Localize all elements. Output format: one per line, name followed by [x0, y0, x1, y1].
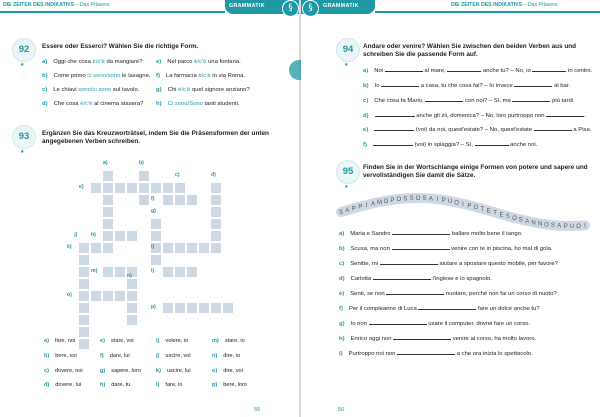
ex93-answer: f) dare, lui — [100, 353, 130, 359]
crossword-clue-label: i) — [151, 244, 155, 250]
ex95-item-f: f) Per il compleanno di Luca fare un dolce anche tu? — [339, 306, 540, 312]
crossword-cell[interactable] — [186, 194, 198, 206]
crossword-cell[interactable] — [78, 266, 90, 278]
crossword-clue-label: f) — [151, 196, 155, 202]
snake-letter: O — [415, 196, 421, 202]
snake-letter: I — [584, 223, 586, 230]
ex93-answer: d) dovere, lui — [44, 382, 82, 388]
star-icon: ★ — [344, 184, 349, 190]
crossword-cell[interactable] — [210, 230, 222, 242]
ex93-answer: k) uscire, lui — [156, 368, 191, 374]
snake-letter: O — [544, 222, 549, 229]
paragraph-icon-left: § — [282, 0, 299, 17]
crossword-clue-label: j) — [74, 232, 78, 238]
crossword-clue-label: c) — [175, 172, 180, 178]
snake-letter: O — [576, 223, 581, 230]
crossword-cell[interactable] — [78, 290, 90, 302]
crossword-cell[interactable] — [210, 218, 222, 230]
word-snake — [301, 0, 600, 240]
crossword-cell[interactable] — [78, 278, 90, 290]
crossword-cell[interactable] — [174, 302, 186, 314]
ex95-item-g: g) Io non usare il computer, dovrei fare un corso. — [339, 321, 531, 327]
snake-letter: O — [396, 197, 402, 203]
crossword-clue-label: o) — [67, 292, 72, 298]
crossword-cell[interactable] — [114, 230, 126, 242]
snake-letter: P — [441, 198, 446, 204]
crossword-cell[interactable] — [126, 278, 138, 290]
crossword-cell[interactable] — [162, 242, 174, 254]
ex93-answer: e) stare, voi — [100, 338, 134, 344]
right-page — [301, 0, 600, 417]
ex94-item-b: b) Io a casa, tu che cosa fai? – Io invece al bar. — [363, 83, 571, 89]
snake-letter: A — [428, 196, 433, 203]
ex95-item-a: a) Maria e Sandro ballare molto bene il tango. — [339, 231, 523, 237]
snake-letter: S — [338, 210, 344, 216]
snake-letter: S — [518, 217, 523, 224]
snake-letter: U — [448, 199, 453, 206]
page-number-right: 56 — [338, 407, 345, 413]
snake-letter: O — [383, 198, 389, 205]
snake-letter: S — [550, 223, 555, 230]
snake-letter: A — [345, 208, 350, 215]
ex93-answer: b) bere, voi — [44, 353, 77, 359]
crossword-cell[interactable] — [186, 302, 198, 314]
ex92-item-f: f) La farmacia è/c'è in via Roma. — [156, 73, 245, 79]
exercise-number-94: 94 — [336, 38, 360, 62]
ex95-item-b: b) Scusa, ma non venire con te in piscina, ho mal di gola. — [339, 246, 553, 252]
ex93-answer: j) uscire, voi — [156, 353, 191, 359]
crossword-cell[interactable] — [102, 266, 114, 278]
snake-letter: E — [499, 212, 504, 219]
ex95-item-h: h) Enrico oggi non venire al corso, ha molto lavoro. — [339, 336, 537, 342]
crossword-cell[interactable] — [102, 242, 114, 254]
snake-letter: P — [390, 197, 395, 204]
crossword-clue-label: a) — [103, 160, 108, 166]
crossword-cell[interactable] — [162, 266, 174, 278]
snake-letter: M — [377, 200, 382, 206]
exercise-93-instruction: Ergänzen Sie das Kreuzworträtsel, indem Sie die Präsensformen der unten angegebenen Verben schreiben. — [42, 130, 269, 146]
ex92-item-h: h) Ci sono/Sono tanti studenti. — [156, 101, 240, 107]
ex95-item-e: e) Senti, se non nuotare, perché non fai un corso di nuoto? — [339, 291, 557, 297]
crossword-cell[interactable] — [78, 314, 90, 326]
crossword-clue-label: e) — [79, 184, 84, 190]
crossword-cell[interactable] — [150, 254, 162, 266]
exercise-94-instruction: Andare oder venire? Wählen Sie zwischen den beiden Verben aus und schreiben Sie die passende Form auf. — [363, 43, 577, 59]
crossword-cell[interactable] — [102, 206, 114, 218]
grammatik-tab-right: GRAMMATIK — [301, 0, 375, 14]
snake-letter: O — [473, 205, 479, 211]
ex92-item-a: a) Oggi che cosa è/c'è da mangiare? — [42, 59, 143, 65]
ex93-answer: g) sapere, loro — [100, 368, 141, 374]
crossword-cell[interactable] — [102, 230, 114, 242]
snake-letter: S — [422, 196, 427, 203]
crossword-cell[interactable] — [78, 302, 90, 314]
crossword-cell[interactable] — [78, 242, 90, 254]
snake-letter: S — [505, 214, 510, 221]
crossword-cell[interactable] — [78, 254, 90, 266]
exercise-95-instruction: Finden Sie in der Wortschlange einige Formen von potere und sapere und vervollständigen Sie damit die Sätze. — [363, 164, 588, 180]
crossword-cell[interactable] — [126, 314, 138, 326]
crossword-cell[interactable] — [126, 290, 138, 302]
exercise-number-92: 92 — [12, 38, 36, 62]
crossword-cell[interactable] — [102, 218, 114, 230]
crossword-clue-label: n) — [127, 272, 132, 279]
crossword-cell[interactable] — [186, 242, 198, 254]
crossword-clue-label: m) — [91, 268, 98, 274]
crossword-cell[interactable] — [126, 302, 138, 314]
crossword-cell[interactable] — [210, 242, 222, 254]
snake-letter: A — [525, 219, 530, 225]
crossword-cell[interactable] — [150, 218, 162, 230]
star-icon: ★ — [20, 149, 25, 155]
crossword-cell[interactable] — [174, 194, 186, 206]
ex92-item-d: d) Che cosa è/c'è al cinema stasera? — [42, 101, 144, 107]
crossword-cell[interactable] — [210, 206, 222, 218]
ex93-answer: h) dare, tu — [100, 382, 131, 388]
crossword-cell[interactable] — [174, 242, 186, 254]
snake-letter: S — [403, 196, 408, 203]
ex94-item-d: d) anche gli zii, domenica? – No, loro purtroppo non . — [363, 113, 586, 119]
snake-letter: O — [512, 215, 517, 222]
snake-letter: S — [409, 196, 414, 203]
crossword-cell[interactable] — [138, 170, 150, 182]
snake-letter: I — [365, 202, 368, 209]
ex93-answer: m) stare, io — [212, 338, 245, 344]
ex92-item-g: g) Chi è/c'è quel signore anziano? — [156, 87, 250, 93]
crossword-clue-label: l) — [151, 268, 155, 274]
page-number-left: 55 — [254, 407, 261, 413]
ex95-item-c: c) Senitte, mi aiutare a spostare questo mobile, per favore? — [339, 261, 558, 267]
snake-letter: N — [537, 221, 543, 228]
snake-letter: A — [557, 223, 562, 230]
crossword-cell[interactable] — [102, 170, 114, 182]
ex94-item-c: c) Che cosa fa Mario, con noi? – Sì, ma più tardi. — [363, 98, 575, 104]
crossword-cell[interactable] — [162, 302, 174, 314]
ex93-answer: p) bere, loro — [212, 382, 247, 388]
crossword-cell[interactable] — [162, 182, 174, 194]
grammatik-tab-left: GRAMMATIK — [225, 0, 299, 14]
snake-letter: T — [480, 206, 485, 213]
left-page — [0, 0, 299, 417]
ex93-answer: n) dire, io — [212, 353, 241, 359]
exercise-92-instruction: Essere oder Esserci? Wählen Sie die richtige Form. — [42, 43, 199, 50]
snake-letter: N — [531, 220, 536, 227]
crossword-cell[interactable] — [90, 182, 102, 194]
ex92-item-b: b) Come primo ci sono/sono le lasagne. — [42, 73, 151, 79]
ex95-item-i: i) Purtroppo noi non a che ora inizia lo spettacolo. — [339, 351, 533, 357]
crossword-cell[interactable] — [210, 302, 222, 314]
snake-letter: P — [358, 204, 363, 211]
snake-letter: P — [351, 206, 356, 213]
exercise-number-95: 95 — [336, 160, 360, 184]
ex95-item-d: d) Carlotta l'inglese e lo spagnolo. — [339, 276, 492, 282]
paragraph-icon-right: § — [302, 0, 319, 17]
crossword-cell[interactable] — [78, 338, 90, 350]
snake-letter: P — [563, 224, 568, 230]
star-icon: ★ — [20, 62, 25, 68]
crossword-clue-label: g) — [151, 208, 156, 214]
star-icon: ★ — [344, 62, 349, 68]
crossword-cell[interactable] — [78, 326, 90, 338]
ex93-answer: l) fare, io — [156, 382, 183, 388]
snake-letter: A — [371, 201, 376, 208]
crossword-cell[interactable] — [186, 266, 198, 278]
crossword-clue-label: h) — [91, 232, 96, 238]
header-title-left: DIE ZEITEN DES INDIKATIVS – Das Präsens — [3, 2, 110, 8]
crossword-clue-label: k) — [67, 244, 72, 250]
ex93-answer: a) fare, noi — [44, 338, 76, 344]
crossword-cell[interactable] — [210, 182, 222, 194]
crossword-cell[interactable] — [126, 182, 138, 194]
word-snake-svg — [301, 0, 600, 240]
crossword-cell[interactable] — [102, 290, 114, 302]
crossword-clue-label: b) — [139, 160, 144, 166]
crossword-cell[interactable] — [198, 242, 210, 254]
snake-letter: U — [570, 224, 575, 230]
snake-letter: T — [493, 210, 497, 217]
crossword-cell[interactable] — [114, 266, 126, 278]
crossword-cell[interactable] — [138, 194, 150, 206]
ex93-answer: c) dovere, noi — [44, 368, 83, 374]
crossword-cell[interactable] — [138, 182, 150, 194]
ex93-answer: o) dire, voi — [212, 368, 243, 374]
crossword-cell[interactable] — [114, 290, 126, 302]
crossword-cell[interactable] — [114, 182, 126, 194]
ex92-item-e: e) Nel parco è/c'è una fontana. — [156, 59, 241, 65]
crossword-cell[interactable] — [150, 230, 162, 242]
ex93-answer: i) volere, io — [156, 338, 189, 344]
crossword-cell[interactable] — [162, 194, 174, 206]
snake-letter: O — [454, 200, 459, 207]
crossword-cell[interactable] — [174, 266, 186, 278]
crossword-cell[interactable] — [102, 194, 114, 206]
snake-letter: P — [467, 203, 472, 210]
crossword-cell[interactable] — [90, 290, 102, 302]
snake-letter: E — [486, 208, 491, 215]
crossword-cell[interactable] — [102, 182, 114, 194]
ex94-item-e: e) (voi) da noi, quest'estate? – No, quest'estate a Pisa. — [363, 127, 592, 133]
crossword-clue-label: d) — [211, 172, 216, 178]
snake-letter: I — [462, 201, 464, 208]
crossword-clue-label: p) — [151, 304, 156, 310]
ex94-item-a: a) Noi al mare, anche tu? – No, io in centro. — [363, 68, 593, 74]
crossword-cell[interactable] — [90, 242, 102, 254]
ex92-item-c: c) Le chiavi sono/ci sono sul tavolo. — [42, 87, 140, 93]
crossword-cell[interactable] — [198, 302, 210, 314]
header-title-right: DIE ZEITEN DES INDIKATIVS – Das Präsens — [451, 2, 558, 8]
crossword-cell[interactable] — [210, 194, 222, 206]
crossword-cell[interactable] — [126, 230, 138, 242]
exercise-number-93: 93 — [12, 125, 36, 149]
crossword-cell[interactable] — [174, 182, 186, 194]
ex94-item-f: f) (voi) in spiaggia? – Sì, anche noi. — [363, 142, 538, 148]
snake-letter: I — [436, 197, 439, 204]
crossword-cell[interactable] — [222, 302, 234, 314]
crossword-cell[interactable] — [150, 182, 162, 194]
